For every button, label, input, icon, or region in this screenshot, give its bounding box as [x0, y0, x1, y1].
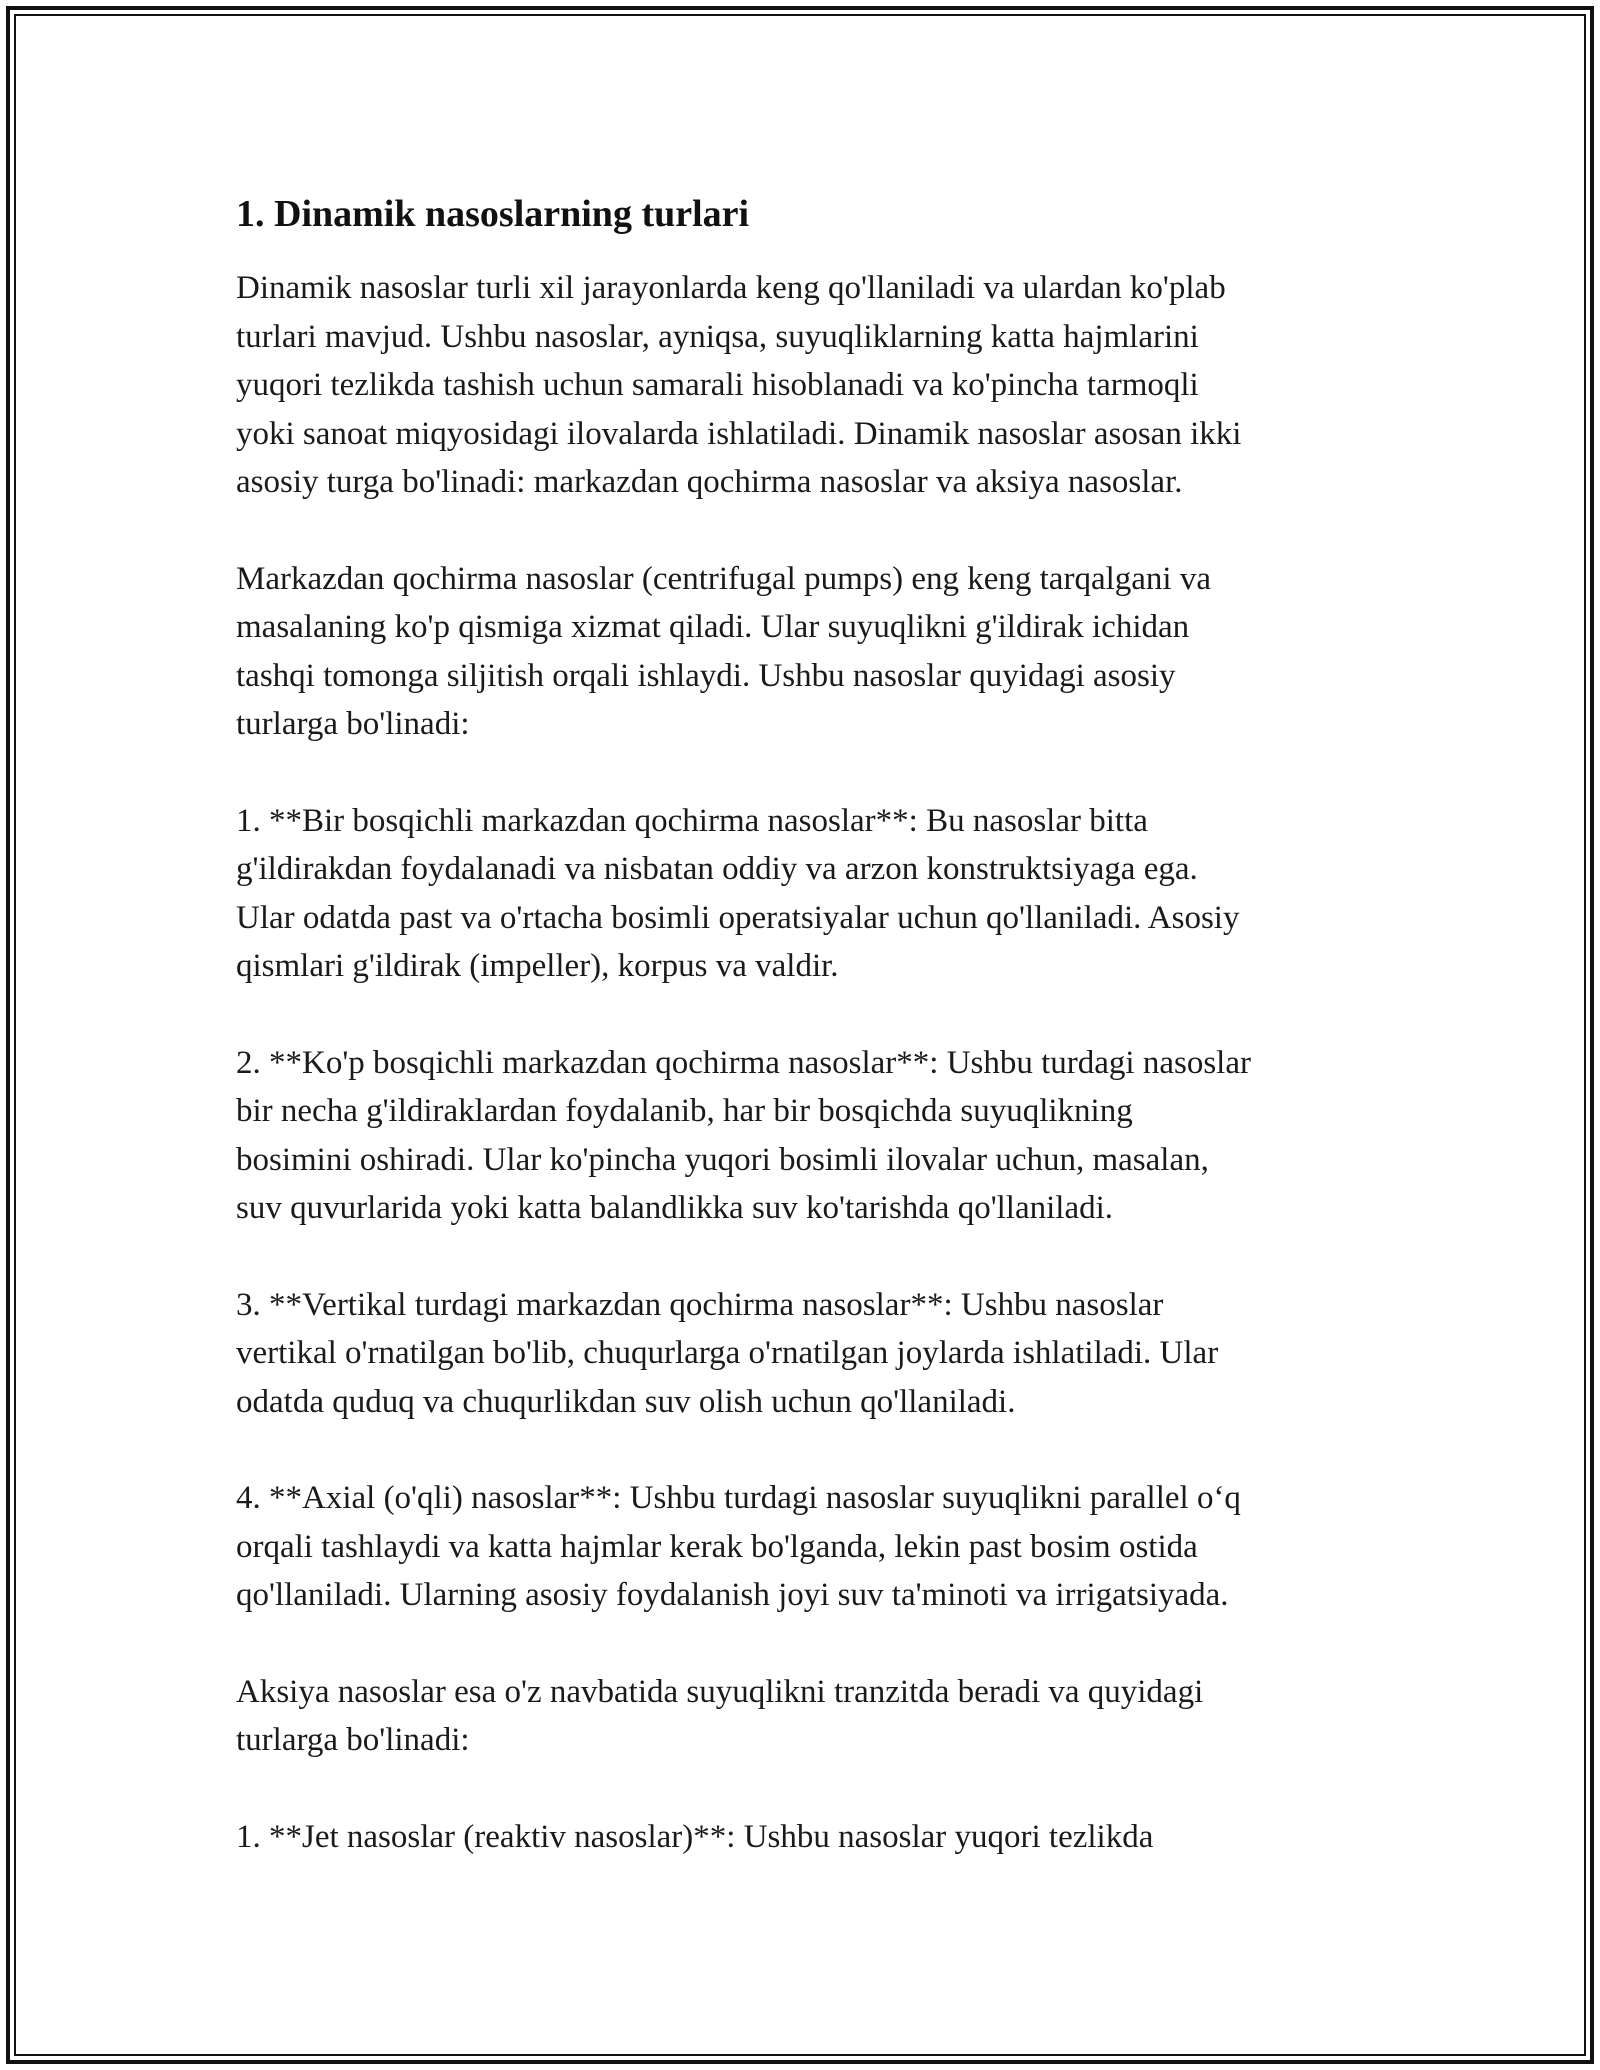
text-line: 1. **Bir bosqichli markazdan qochirma nasoslar**: Bu nasoslar bitta	[236, 802, 1148, 839]
section-heading: 1. Dinamik nasoslarning turlari	[236, 193, 750, 235]
text-line: turlarga bo'linadi:	[236, 706, 470, 742]
text-line: vertikal o'rnatilgan bo'lib, chuqurlarga o'rnatilgan joylarda ishlatiladi. Ular	[236, 1335, 1219, 1371]
text-line: qismlari g'ildirak (impeller), korpus va valdir.	[236, 948, 839, 984]
text-line: yuqori tezlikda tashish uchun samarali hisoblanadi va ko'pincha tarmoqli	[236, 367, 1199, 403]
text-line: 3. **Vertikal turdagi markazdan qochirma nasoslar**: Ushbu nasoslar	[236, 1286, 1164, 1323]
text-line: yoki sanoat miqyosidagi ilovalarda ishlatiladi. Dinamik nasoslar asosan ikki	[236, 415, 1242, 452]
text-line: turlarga bo'linadi:	[236, 1722, 470, 1758]
text-line: bir necha g'ildiraklardan foydalanib, har bir bosqichda suyuqlikning	[236, 1093, 1133, 1129]
text-line: 4. **Axial (o'qli) nasoslar**: Ushbu turdagi nasoslar suyuqlikni parallel o‘q	[236, 1480, 1241, 1516]
text-line: orqali tashlaydi va katta hajmlar kerak bo'lganda, lekin past bosim ostida	[236, 1528, 1198, 1565]
text-line: suv quvurlarida yoki katta balandlikka suv ko'tarishda qo'llaniladi.	[236, 1190, 1114, 1226]
text-line: turlari mavjud. Ushbu nasoslar, ayniqsa, suyuqliklarning katta hajmlarini	[236, 318, 1199, 355]
list-item-axial	[236, 1474, 1376, 1620]
list-item-multi-stage	[236, 1039, 1376, 1233]
text-line: Aksiya nasoslar esa o'z navbatida suyuqlikni tranzitda beradi va quyidagi	[236, 1673, 1204, 1710]
text-line: 2. **Ko'p bosqichli markazdan qochirma nasoslar**: Ushbu turdagi nasoslar	[236, 1044, 1251, 1081]
list-item-vertical	[236, 1281, 1376, 1427]
paragraph-intro	[236, 264, 1376, 507]
text-line: tashqi tomonga siljitish orqali ishlaydi. Ushbu nasoslar quyidagi asosiy	[236, 657, 1176, 694]
text-line: g'ildirakdan foydalanadi va nisbatan oddiy va arzon konstruktsiyaga ega.	[236, 851, 1198, 887]
paragraph-centrifugal	[236, 555, 1376, 749]
text-line: 1. **Jet nasoslar (reaktiv nasoslar)**: Ushbu nasoslar yuqori tezlikda	[236, 1818, 1154, 1855]
text-line: Markazdan qochirma nasoslar (centrifugal pumps) eng keng tarqalgani va	[236, 560, 1211, 597]
document-body	[236, 186, 1376, 1861]
text-line: odatda quduq va chuqurlikdan suv olish uchun qo'llaniladi.	[236, 1383, 1016, 1420]
text-line: qo'llaniladi. Ularning asosiy foydalanish joyi suv ta'minoti va irrigatsiyada.	[236, 1577, 1229, 1613]
text-line: bosimini oshiradi. Ular ko'pincha yuqori bosimli ilovalar uchun, masalan,	[236, 1141, 1209, 1178]
list-item-jet	[236, 1813, 1376, 1862]
paragraph-action-pumps	[236, 1668, 1376, 1765]
text-line: masalaning ko'p qismiga xizmat qiladi. Ular suyuqlikni g'ildirak ichidan	[236, 609, 1190, 645]
list-item-single-stage	[236, 797, 1376, 991]
text-line: Ular odatda past va o'rtacha bosimli operatsiyalar uchun qo'llaniladi. Asosiy	[236, 899, 1240, 936]
text-line: asosiy turga bo'linadi: markazdan qochirma nasoslar va aksiya nasoslar.	[236, 464, 1183, 500]
text-line: Dinamik nasoslar turli xil jarayonlarda keng qo'llaniladi va ulardan ko'plab	[236, 270, 1226, 306]
